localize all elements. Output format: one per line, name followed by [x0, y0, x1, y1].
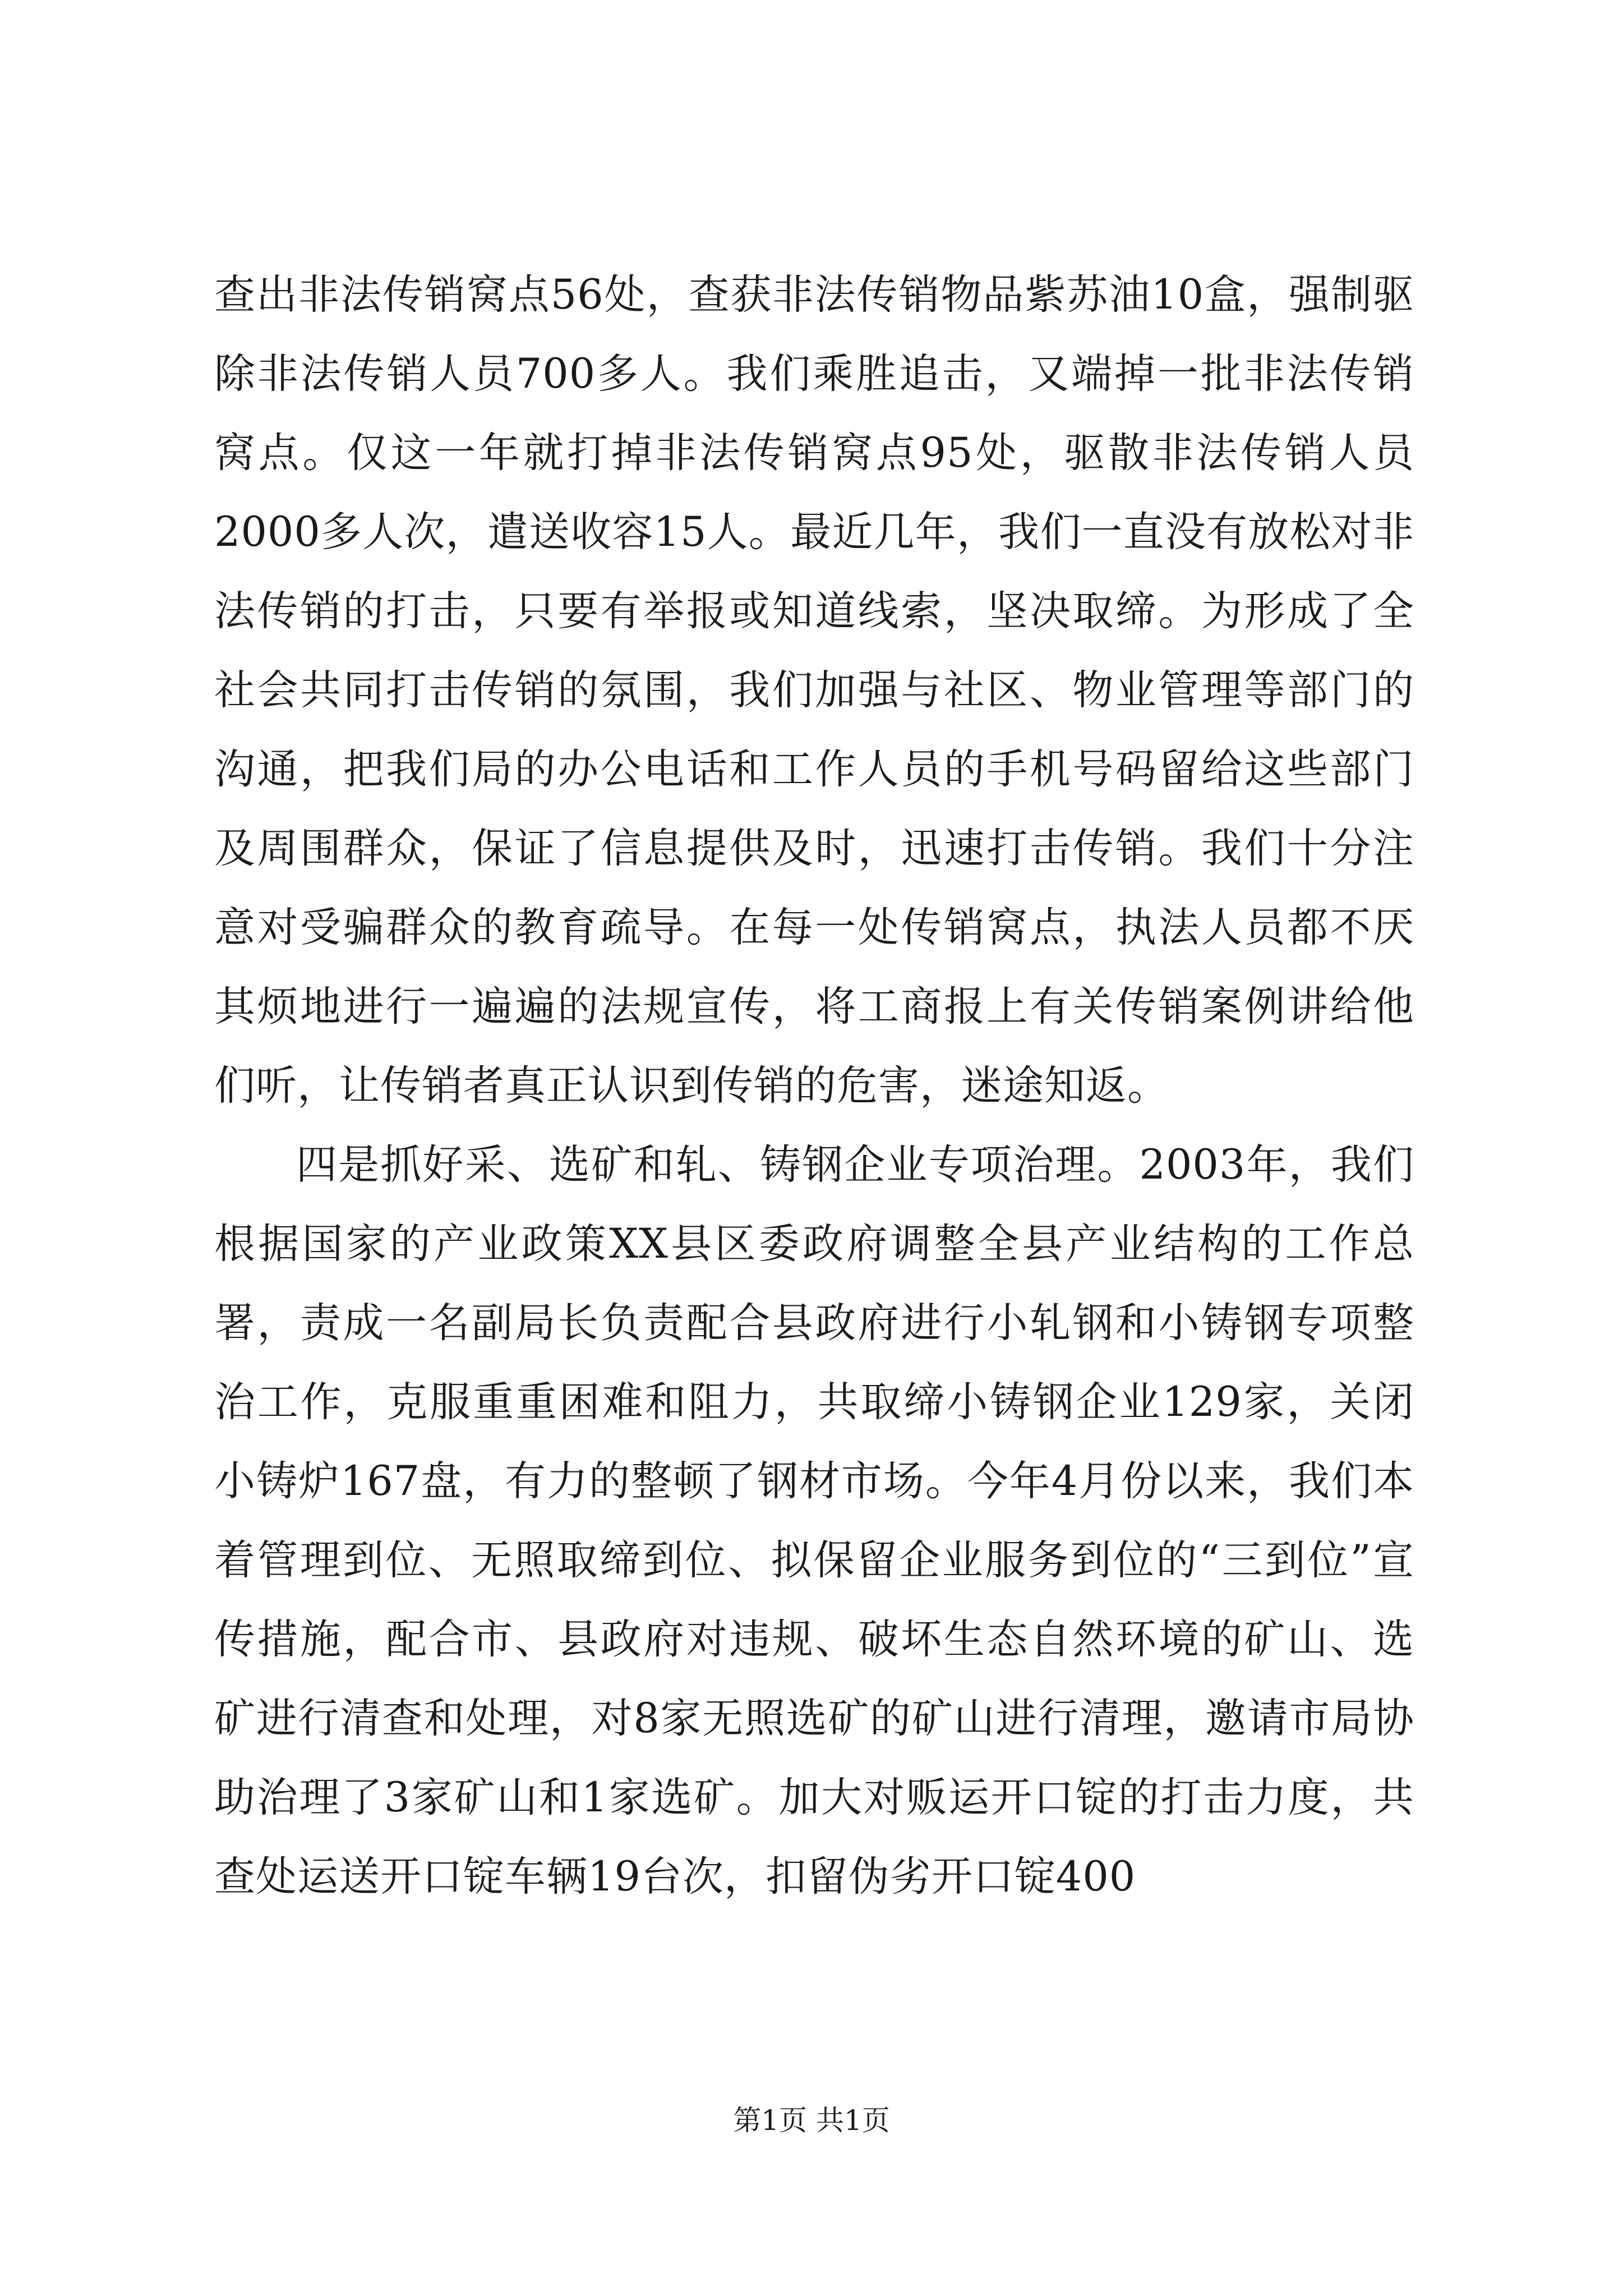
page-footer: 第1页 共1页 — [733, 2104, 890, 2137]
document-body — [214, 255, 1414, 1916]
paragraph-1: 查出非法传销窝点56处，查获非法传销物品紫苏油10盒，强制驱除非法传销人员700多人。我们乘胜追击，又端掉一批非法传销窝点。仅这一年就打掉非法传销窝点95处，驱散非法传销人员2000多人次，遣送收容15人。最近几年，我们一直没有放松对非法传销的打击，只要有举报或知道线索，坚决取缔。为形成了全社会共同打击传销的氛围，我们加强与社区、物业管理等部门的沟通，把我们局的办公电话和工作人员的手机号码留给这些部门及周围群众，保证了信息提供及时，迅速打击传销。我们十分注意对受骗群众的教育疏导。在每一处传销窝点，执法人员都不厌其烦地进行一遍遍的法规宣传，将工商报上有关传销案例讲给他们听，让传销者真正认识到传销的危害，迷途知返。 — [214, 271, 1414, 1110]
paragraph-2: 四是抓好采、选矿和轧、铸钢企业专项治理。2003年，我们根据国家的产业政策XX县区委政府调整全县产业结构的工作总署，责成一名副局长负责配合县政府进行小轧钢和小铸钢专项整治工作，克服重重困难和阻力，共取缔小铸钢企业129家，关闭小铸炉167盘，有力的整顿了钢材市场。今年4月份以来，我们本着管理到位、无照取缔到位、拟保留企业服务到位的“三到位”宣传措施，配合市、县政府对违规、破坏生态自然环境的矿山、选矿进行清查和处理，对8家无照选矿的矿山进行清理，邀请市局协助治理了3家矿山和1家选矿。加大对贩运开口锭的打击力度，共查处运送开口锭车辆19台次，扣留伪劣开口锭400 — [214, 1141, 1414, 1901]
